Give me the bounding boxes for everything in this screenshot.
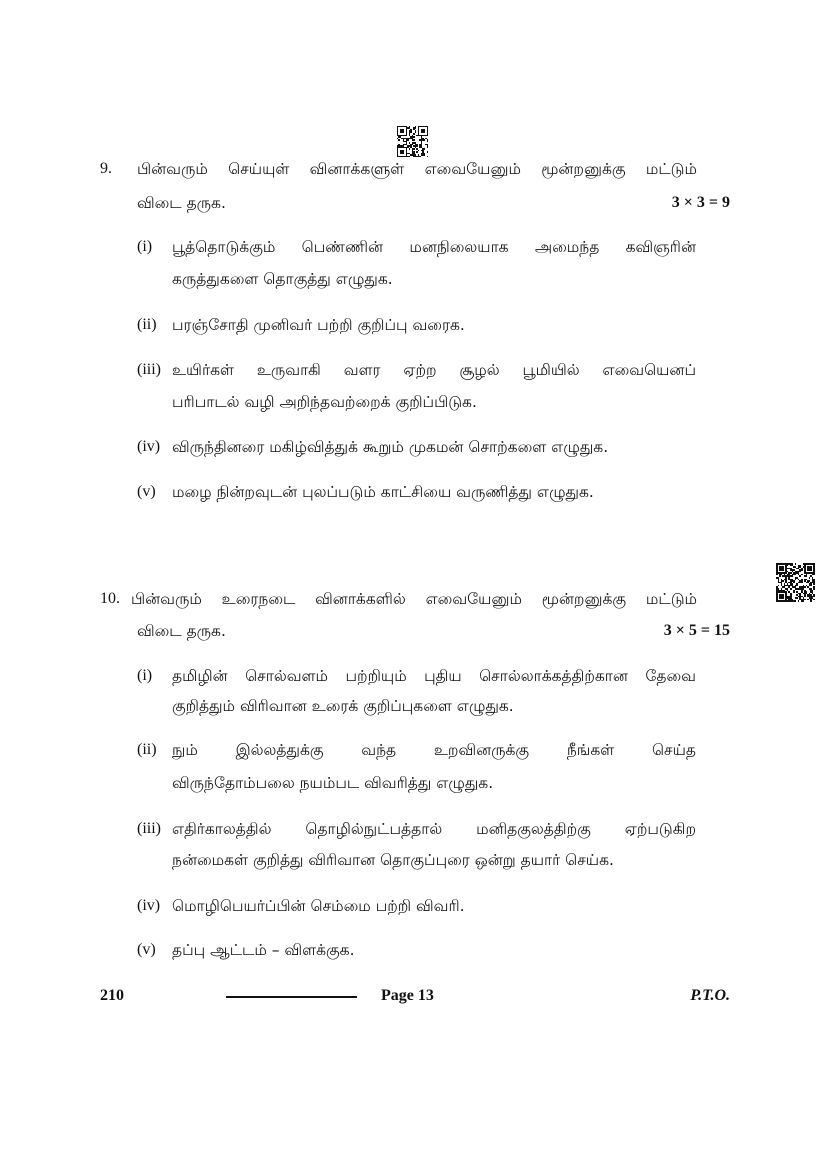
sub-question-label: (i)	[137, 667, 153, 684]
sub-question-label: (ii)	[137, 316, 157, 333]
sub-question-text: எதிர்காலத்தில் தொழில்நுட்பத்தால் மனிதகுலத்திற்கு ஏற்படுகிற	[172, 820, 696, 838]
qr-code-top	[397, 126, 428, 157]
paper-code: 210	[100, 987, 124, 1004]
sub-question-label: (iii)	[137, 361, 161, 378]
sub-question-text: நும் இல்லத்துக்கு வந்த உறவினருக்கு நீங்கள் செய்த	[172, 741, 696, 759]
sub-question-text: உயிர்கள் உருவாகி வளர ஏற்ற சூழல் பூமியில் எவையெனப்	[172, 361, 696, 379]
marks-allocation: 3 × 3 = 9	[671, 194, 730, 211]
sub-question-text: தமிழின் சொல்வளம் பற்றியும் புதிய சொல்லாக்கத்திற்கான தேவை	[172, 667, 696, 685]
sub-question-label: (ii)	[137, 741, 157, 758]
sub-question-text-cont: பரிபாடல் வழி அறிந்தவற்றைக் குறிப்பிடுக.	[172, 393, 477, 411]
question-number: 9.	[100, 160, 112, 177]
pto-label: P.T.O.	[690, 987, 730, 1004]
sub-question-text-cont: விருந்தோம்பலை நயம்பட விவரித்து எழுதுக.	[172, 774, 494, 792]
page-number: Page 13	[381, 987, 434, 1004]
sub-question-label: (iii)	[137, 820, 161, 837]
sub-question-text: மழை நின்றவுடன் புலப்படும் காட்சியை வருணித்து எழுதுக.	[172, 483, 594, 501]
question-instruction-cont: விடை தருக.	[137, 622, 226, 640]
question-instruction-cont: விடை தருக.	[137, 194, 226, 212]
sub-question-text: பரஞ்சோதி முனிவர் பற்றி குறிப்பு வரைக.	[172, 316, 465, 334]
sub-question-text: விருந்தினரை மகிழ்வித்துக் கூறும் முகமன் சொற்களை எழுதுக.	[172, 438, 609, 456]
sub-question-text: மொழிபெயர்ப்பின் செம்மை பற்றி விவரி.	[172, 897, 465, 915]
sub-question-text-cont: நன்மைகள் குறித்து விரிவான தொகுப்புரை ஒன்று தயார் செய்க.	[172, 851, 614, 869]
footer-rule	[226, 996, 357, 998]
question-instruction: பின்வரும் செய்யுள் வினாக்களுள் எவையேனும் மூன்றனுக்கு மட்டும்	[137, 160, 697, 178]
sub-question-label: (v)	[137, 483, 156, 500]
sub-question-text: தப்பு ஆட்டம் – விளக்குக.	[172, 941, 355, 959]
marks-allocation: 3 × 5 = 15	[663, 622, 730, 639]
sub-question-label: (iv)	[137, 897, 161, 914]
sub-question-label: (v)	[137, 941, 156, 958]
sub-question-label: (i)	[137, 238, 153, 255]
sub-question-label: (iv)	[137, 438, 161, 455]
question-instruction: பின்வரும் உரைநடை வினாக்களில் எவையேனும் மூன்றனுக்கு மட்டும்	[131, 590, 697, 608]
sub-question-text-cont: குறித்தும் விரிவான உரைக் குறிப்புகளை எழுதுக.	[172, 697, 514, 715]
sub-question-text: பூத்தொடுக்கும் பெண்ணின் மனநிலையாக அமைந்த கவிஞரின்	[172, 238, 696, 256]
question-number: 10.	[100, 590, 120, 607]
sub-question-text-cont: கருத்துகளை தொகுத்து எழுதுக.	[172, 270, 393, 288]
qr-code-side	[776, 563, 815, 602]
